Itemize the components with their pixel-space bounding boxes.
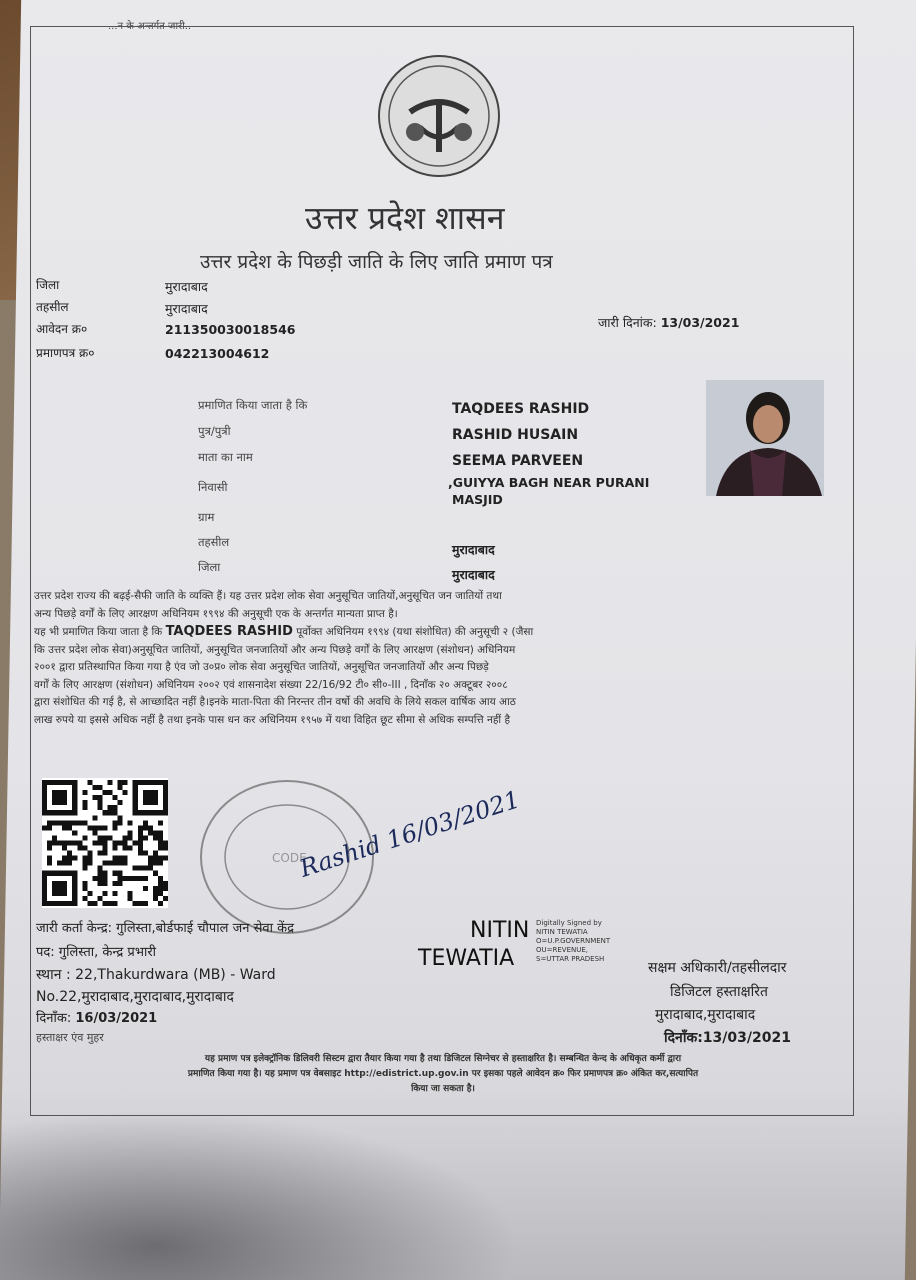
address-line-1: ,GUIYYA BAGH NEAR PURANI bbox=[448, 475, 650, 490]
footer-line-2: प्रमाणित किया गया है। यह प्रमाण पत्र वेबसाइट http://edistrict.up.gov.in पर इसका पहले आवेदन क्र० फिर प्रमाणपत्र क्र० अंकित कर,सत्यापित bbox=[187, 1069, 699, 1079]
issuer-date-label: दिनाँक: bbox=[36, 1011, 72, 1026]
issuer-post: पद: गुलिस्ता, केन्द्र प्रभारी bbox=[36, 945, 157, 960]
authority-place: मुरादाबाद,मुरादाबाद bbox=[655, 1007, 756, 1023]
applicant-photo bbox=[706, 380, 824, 496]
signer-first-name: NITIN bbox=[470, 918, 530, 943]
detail-tehsil-value: मुरादाबाद bbox=[452, 542, 495, 557]
body-holder-name: TAQDEES RASHID bbox=[165, 624, 293, 639]
qr-code bbox=[42, 778, 168, 908]
seal-label: हस्ताक्षर एंव मुहर bbox=[36, 1031, 104, 1044]
certificate-body bbox=[34, 588, 834, 729]
authority-digital: डिजिटल हस्ताक्षरित bbox=[670, 984, 768, 1000]
authority-date: दिनाँक:13/03/2021 bbox=[664, 1030, 791, 1046]
detail-tehsil-label: तहसील bbox=[198, 535, 230, 549]
issuer-date bbox=[36, 1008, 157, 1026]
digital-signature-details: Digitally Signed by NITIN TEWATIA O=U.P.GOVERNMENT OU=REVENUE, S=UTTAR PRADESH bbox=[536, 919, 611, 963]
issuer-place-2: No.22,मुरादाबाद,मुरादाबाद,मुरादाबाद bbox=[36, 989, 234, 1005]
body-line-3 bbox=[34, 623, 834, 642]
issuing-center: जारी कर्ता केन्द्र: गुलिस्ता,बोर्डफाई चौपाल जन सेवा केंद्र bbox=[36, 921, 294, 936]
body-line-5: २००१ द्वारा प्रतिस्थापित किया गया है एंव जो उ०प्र० लोक सेवा अनुसूचित जातियों, अनुसूचित जनजातियों और अन्य पिछड़े bbox=[34, 661, 489, 673]
detail-district-label: जिला bbox=[198, 560, 221, 574]
address-line-2: MASJID bbox=[452, 492, 503, 507]
top-note: ...न के अन्तर्गत जारी.. bbox=[108, 21, 192, 32]
village-label: ग्राम bbox=[198, 510, 215, 524]
application-number: 211350030018546 bbox=[165, 322, 296, 337]
parent-label: पुत्र/पुत्री bbox=[198, 424, 231, 438]
certificate-label: प्रमाणपत्र क्र० bbox=[36, 346, 95, 360]
holder-name: TAQDEES RASHID bbox=[452, 401, 590, 417]
resident-label: निवासी bbox=[198, 480, 228, 494]
district-label: जिला bbox=[36, 278, 60, 292]
mother-label: माता का नाम bbox=[198, 450, 253, 464]
father-name: RASHID HUSAIN bbox=[452, 427, 579, 443]
tehsil-label: तहसील bbox=[36, 300, 69, 314]
up-state-emblem bbox=[378, 55, 500, 177]
body-line-3-post: पूर्वोक्त अधिनियम १९९४ (यथा संशोधित) की अनुसूची २ (जैसा bbox=[296, 626, 534, 638]
svg-text:CODE: CODE bbox=[272, 851, 307, 865]
handwritten-signature: Rashid 16/03/2021 bbox=[296, 785, 524, 883]
certificate-subtitle: उत्तर प्रदेश के पिछड़ी जाति के लिए जाति प्रमाण पत्र bbox=[200, 251, 553, 273]
footer-line-1: यह प्रमाण पत्र इलेक्ट्रॉनिक डिलिवरी सिस्टम द्वारा तैयार किया गया है तथा डिजिटल सिग्नेचर से हस्ताक्षरित है। सम्बन्धित केन्द के अधिकृत कर्मी द्वारा bbox=[204, 1054, 682, 1064]
footer-line-3: किया जा सकता है। bbox=[411, 1084, 475, 1094]
body-line-3-pre: यह भी प्रमाणित किया जाता है कि bbox=[34, 626, 163, 638]
tehsil-value: मुरादाबाद bbox=[165, 301, 208, 316]
certificate-number: 042213004612 bbox=[165, 346, 270, 361]
authority-title: सक्षम अधिकारी/तहसीलदार bbox=[648, 960, 787, 976]
signer-last-name: TEWATIA bbox=[418, 946, 515, 971]
issue-date-value: 13/03/2021 bbox=[660, 315, 740, 330]
body-line-6: वर्गों के लिए आरक्षण (संशोधन) अधिनियम २००२ एवं शासनादेश संख्या 22/16/92 टी० सी०-III , दिनाँक २० अक्टूबर २००८ bbox=[34, 678, 508, 691]
issue-date-label: जारी दिनांक: bbox=[598, 315, 657, 330]
application-label: आवेदन क्र० bbox=[36, 322, 88, 336]
body-line-1: उत्तर प्रदेश राज्य की बढ़ई-सैफी जाति के व्यक्ति हैं। यह उत्तर प्रदेश लोक सेवा अनुसूचित जातियों,अनुसूचित जन जातियों तथा bbox=[34, 590, 502, 602]
mother-name: SEEMA PARVEEN bbox=[452, 453, 584, 469]
page-title: उत्तर प्रदेश शासन bbox=[305, 199, 505, 237]
photo-shadow bbox=[0, 1110, 520, 1280]
certify-label: प्रमाणित किया जाता है कि bbox=[198, 398, 308, 412]
body-line-7: द्वारा संशोधित की गई है, से आच्छादित नहीं है।इनके माता-पिता की निरन्तर तीन वर्षो की अवधि के लिये सकल वार्षिक आय आठ bbox=[34, 696, 516, 708]
detail-district-value: मुरादाबाद bbox=[452, 567, 495, 582]
body-line-2: अन्य पिछड़े वर्गों के लिए आरक्षण अधिनियम १९९४ की अनुसूची एक के अन्तर्गत मान्यता प्राप्त है। bbox=[34, 607, 398, 620]
issuer-place-1: स्थान : 22,Thakurdwara (MB) - Ward bbox=[36, 967, 276, 983]
district-value: मुरादाबाद bbox=[165, 279, 208, 294]
issuer-date-value: 16/03/2021 bbox=[75, 1011, 158, 1026]
body-line-8: लाख रुपये या इससे अधिक नहीं है तथा इनके पास धन कर अधिनियम १९५७ में यथा विहित छूट सीमा से अधिक सम्पत्ति नहीं है bbox=[34, 713, 511, 726]
issue-date bbox=[598, 314, 739, 331]
body-line-4: कि उत्तर प्रदेश लोक सेवा)अनुसूचित जातियों, अनुसूचित जनजातियों और अन्य पिछड़े वर्गों के लिए आरक्षण (संशोधन) अधिनियम bbox=[34, 643, 516, 656]
footer-note bbox=[48, 1052, 838, 1097]
